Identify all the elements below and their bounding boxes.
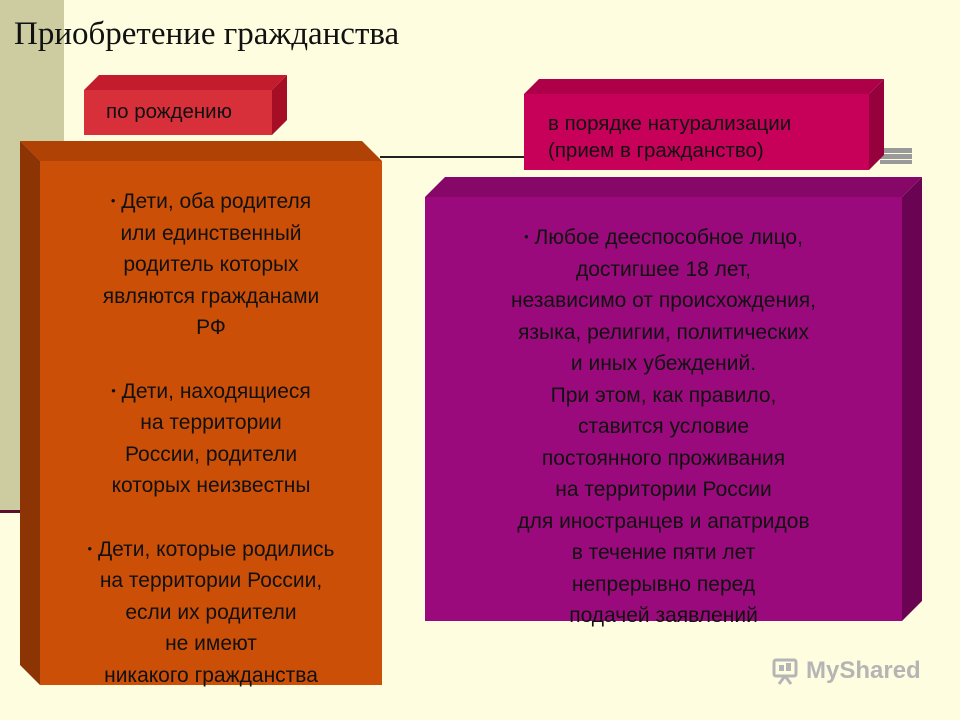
naturalization-label: [524, 94, 869, 170]
watermark-text: MyShared: [806, 657, 921, 684]
birth-label: по рождению: [84, 90, 272, 135]
page-title: Приобретение гражданства: [14, 16, 400, 52]
bullet-icon: •: [111, 382, 116, 398]
birth-bullet-3: • Дети, которые родились на территории России, если их родители не имеют никакого гражданства: [87, 537, 335, 687]
bullet-icon: •: [87, 540, 93, 556]
birth-label-box: [84, 75, 287, 135]
naturalization-content-box: [425, 177, 922, 627]
decor-bars: [880, 148, 912, 164]
bullet-icon: •: [524, 229, 529, 244]
myshared-watermark: [770, 656, 921, 686]
naturalization-label-box: [524, 79, 884, 170]
bullet-icon: •: [110, 193, 116, 208]
connector-line: [380, 156, 540, 158]
naturalization-label-line-1: в порядке натурализации: [548, 112, 792, 135]
presentation-icon: [770, 656, 800, 686]
naturalization-content: • Любое дееспособное лицо, достигшее 18 лет, независимо от происхождения, языка, религии, политических и иных убеждений. При этом, как правило, ставится условие постоянного проживания на территории России для иностранцев и апатридов в течение пяти лет непрерывно перед подачей заявлений: [425, 197, 902, 621]
birth-bullet-2: • Дети, находящиеся на территории России, родители которых неизвестны: [111, 379, 311, 497]
naturalization-label-line-2: (прием в гражданство): [548, 139, 764, 162]
birth-bullet-1: • Дети, оба родителя или единственный родитель которых являются гражданами РФ: [102, 190, 320, 339]
birth-content-box: [20, 141, 382, 685]
birth-content: [40, 161, 382, 685]
